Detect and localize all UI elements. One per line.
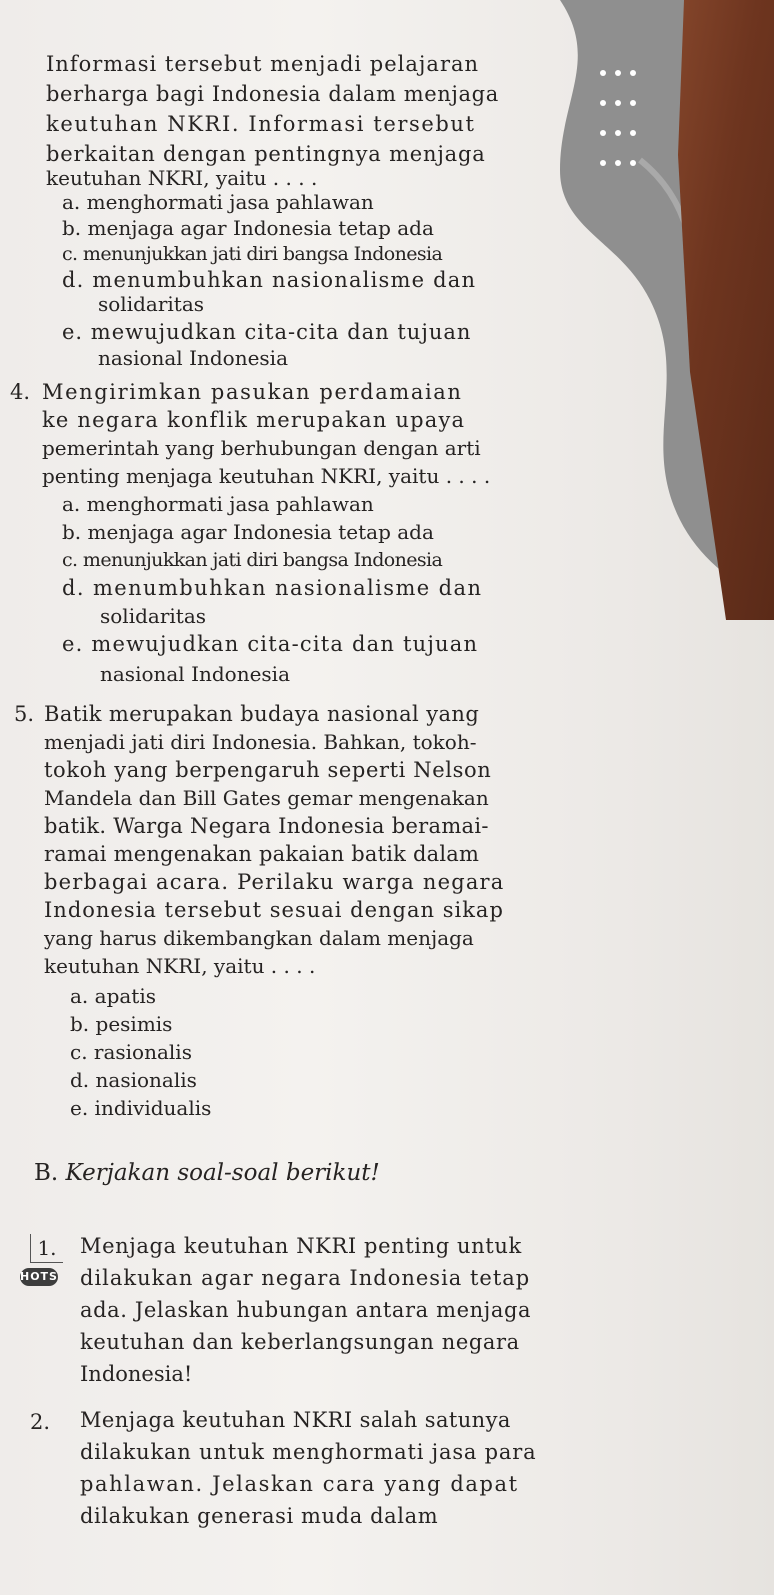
q3-option-e-cont: nasional Indonesia [98,346,288,370]
question-5-number: 5. [14,702,35,726]
q3-option-e: e. mewujudkan cita-cita dan tujuan [62,320,472,344]
q4-option-e-cont: nasional Indonesia [100,662,290,686]
q5-line: menjadi jati diri Indonesia. Bahkan, tokoh- [44,730,477,754]
q5-line: keutuhan NKRI, yaitu . . . . [44,954,316,978]
essay2-line: pahlawan. Jelaskan cara yang dapat [80,1472,519,1496]
q3-option-a: a. menghormati jasa pahlawan [62,190,374,214]
q4-line: Mengirimkan pasukan perdamaian [42,380,463,404]
essay1-line: keutuhan dan keberlangsungan negara [80,1330,520,1354]
essay1-line: dilakukan agar negara Indonesia tetap [80,1266,531,1290]
hots-badge: HOTS [20,1268,58,1286]
intro-line: Informasi tersebut menjadi pelajaran [46,52,480,76]
essay1-line: Menjaga keutuhan NKRI penting untuk [80,1234,522,1258]
q4-option-d-cont: solidaritas [100,604,207,628]
essay-2-number: 2. [30,1410,51,1434]
q5-line: batik. Warga Negara Indonesia beramai- [44,814,489,838]
question-4-number: 4. [10,380,31,404]
q4-option-a: a. menghormati jasa pahlawan [62,492,374,516]
q5-option-d: d. nasionalis [70,1068,197,1092]
q3-option-b: b. menjaga agar Indonesia tetap ada [62,216,434,240]
essay2-line: Menjaga keutuhan NKRI salah satunya [80,1408,511,1432]
q5-line: tokoh yang berpengaruh seperti Nelson [44,758,492,782]
q5-option-c: c. rasionalis [70,1040,192,1064]
section-b-heading [34,1160,380,1186]
essay2-line: dilakukan generasi muda dalam [80,1504,439,1528]
q5-option-b: b. pesimis [70,1012,173,1036]
q5-line: ramai mengenakan pakaian batik dalam [44,842,480,866]
q3-option-c: c. menunjukkan jati diri bangsa Indonesia [62,243,443,265]
intro-line: keutuhan NKRI, yaitu . . . . [46,166,318,190]
q5-line: Indonesia tersebut sesuai dengan sikap [44,898,504,922]
q4-line: penting menjaga keutuhan NKRI, yaitu . . . . [42,464,491,488]
q5-line: Mandela dan Bill Gates gemar mengenakan [44,786,489,810]
section-b-letter: B. [34,1160,59,1186]
intro-line: berharga bagi Indonesia dalam menjaga [46,82,499,106]
intro-line: berkaitan dengan pentingnya menjaga [46,142,486,166]
section-b-title: Kerjakan soal-soal berikut! [65,1160,380,1186]
essay1-line: Indonesia! [80,1362,193,1386]
intro-line: keutuhan NKRI. Informasi tersebut [46,112,476,136]
q4-option-e: e. mewujudkan cita-cita dan tujuan [62,632,479,656]
q3-option-d: d. menumbuhkan nasionalisme dan [62,268,477,292]
q3-option-d-cont: solidaritas [98,292,205,316]
q4-option-c: c. menunjukkan jati diri bangsa Indonesia [62,549,443,571]
essay-1-number: 1. [30,1234,63,1263]
q5-option-a: a. apatis [70,984,156,1008]
q4-option-b: b. menjaga agar Indonesia tetap ada [62,520,434,544]
q4-option-d: d. menumbuhkan nasionalisme dan [62,576,483,600]
q5-option-e: e. individualis [70,1096,212,1120]
q4-line: pemerintah yang berhubungan dengan arti [42,436,481,460]
q5-line: Batik merupakan budaya nasional yang [44,702,480,726]
q5-line: yang harus dikembangkan dalam menjaga [44,926,474,950]
q5-line: berbagai acara. Perilaku warga negara [44,870,505,894]
essay1-line: ada. Jelaskan hubungan antara menjaga [80,1298,532,1322]
q4-line: ke negara konflik merupakan upaya [42,408,466,432]
essay2-line: dilakukan untuk menghormati jasa para [80,1440,537,1464]
